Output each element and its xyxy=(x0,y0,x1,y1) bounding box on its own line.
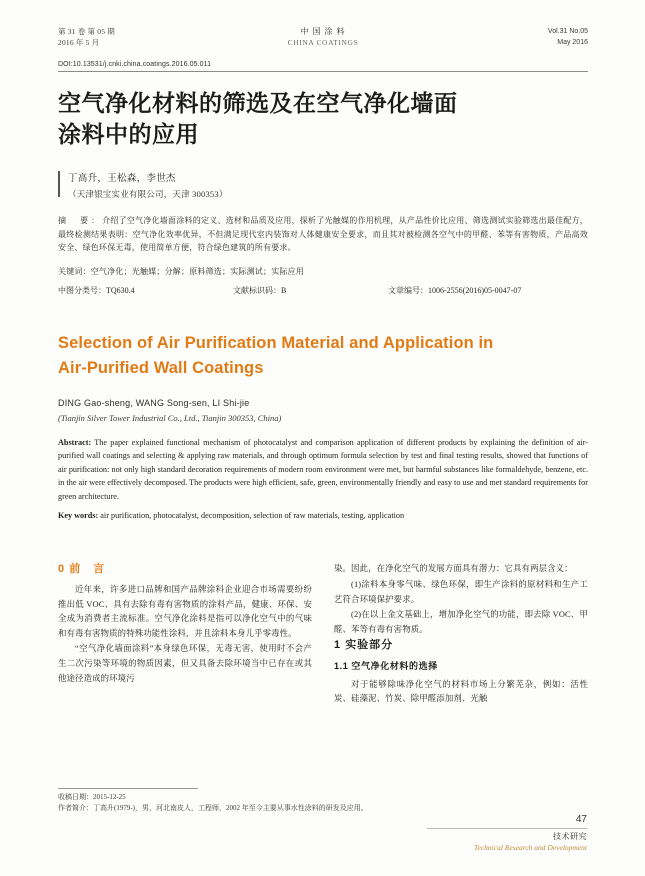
section-number-0: 0 xyxy=(58,563,66,576)
page-number: 47 xyxy=(575,814,587,825)
title-en-line2: Air-Purified Wall Coatings xyxy=(58,358,264,377)
document-code-label: 文献标识码： xyxy=(233,285,281,295)
authors-en: DING Gao-sheng, WANG Song-sen, LI Shi-jie xyxy=(58,397,250,408)
clc-value: TQ630.4 xyxy=(106,285,135,295)
doi-line: DOI:10.13531/j.cnki.china.coatings.2016.05.011 xyxy=(58,61,212,68)
document-code-value: B xyxy=(281,285,287,295)
section-number-1: 1 xyxy=(334,639,342,652)
subsection-heading-material-selection xyxy=(334,659,588,674)
title-cn-line1: 空气净化材料的筛选及在空气净化墙面 xyxy=(58,90,458,116)
body-columns xyxy=(58,562,588,707)
section-heading-experiment xyxy=(334,638,588,653)
paragraph: 对于能够除味净化空气的材料市场上分繁芜杂，例如：活性炭、硅藻泥、竹炭、除甲醛添加剂、光触 xyxy=(334,679,588,704)
clc-code xyxy=(58,285,135,296)
document-code xyxy=(233,285,286,296)
paragraph: (1)涂料本身零气味、绿色环保，即生产涂料的原材料和生产工艺符合环境保护要求。 xyxy=(334,580,588,604)
abstract-text-en: The paper explained functional mechanism of photocatalyst and comparison application of different products by explaining the definition of air-purified wall coatings and selecting & applying raw materials, and through optimum formula selection by test and final testing results, showed that functions of air purification: not only high standard decoration requirements of modern room environment were met, but harmful substances like formaldehyde, benzene, etc. in the air were effectively decomposed. The products were high efficient, safe, green, environmentally friendly and easy to use and met standard requirements for green architecture. xyxy=(58,437,588,501)
abstract-en xyxy=(58,436,588,504)
footnotes xyxy=(58,788,588,814)
running-head-center xyxy=(58,26,588,48)
footer-section-en: Technical Research and Development xyxy=(474,843,587,852)
article-number xyxy=(388,285,521,296)
section-title-1: 实验部分 xyxy=(345,639,394,652)
footer-section-cn: 技术研究 xyxy=(553,832,587,841)
title-en-line1: Selection of Air Purification Material and Application in xyxy=(58,333,494,352)
page-footer xyxy=(427,814,587,852)
footnote-divider xyxy=(58,788,198,789)
affiliation-en: (Tianjin Silver Tower Industrial Co., Ltd., Tianjin 300353, China) xyxy=(58,412,282,423)
article-number-label: 文章编号： xyxy=(388,285,428,295)
abstract-cn xyxy=(58,214,588,255)
footer-divider xyxy=(427,828,587,829)
issue-date-en: May 2016 xyxy=(557,39,588,46)
body-column-right xyxy=(334,562,588,707)
subsection-number-11: 1.1 xyxy=(334,661,349,672)
volume-issue-en: Vol.31 No.05 xyxy=(547,28,588,35)
received-date: 收稿日期：2015-12-25 xyxy=(58,793,126,801)
title-cn-line2: 涂料中的应用 xyxy=(58,121,199,147)
keywords-text-en: air purification, photocatalyst, decomposition, selection of raw materials, testing, application xyxy=(98,511,405,521)
abstract-label-en: Abstract: xyxy=(58,437,92,447)
paragraph: 近年来，许多进口品牌和国产品牌涂料企业迎合市场需要纷纷推出低 VOC、具有去除有毒有害物质的涂料产品，健康、环保、安全成为消费者主流标准。空气净化涂料是指可以净化空气中的气味和有毒有害物质的特殊功能性涂料，并且涂料本身儿乎零毒性。 xyxy=(58,585,312,638)
page-title-en xyxy=(58,331,588,381)
keywords-cn: 关键词：空气净化；光触媒；分解；原料筛选；实际测试；实际应用 xyxy=(58,266,304,276)
volume-issue: 第 31 卷 第 05 期 xyxy=(58,27,115,36)
affiliation-cn: （天津银宝实业有限公司，天津 300353） xyxy=(68,189,228,199)
running-head-right xyxy=(548,26,588,48)
article-number-value: 1006-2556(2016)05-0047-07 xyxy=(428,285,522,295)
journal-name-cn: 中 国 涂 料 xyxy=(300,27,346,36)
abstract-text-cn: 介绍了空气净化墙面涂料的定义、选材和品质及应用，探析了光触媒的作用机理，从产品性价比应用、筛选测试实验筛选出最佳配方，最终检测结果表明：空气净化效率优异，不但满足现代室内装饰对人体健康安全要求，而且其对被检测各空气中的甲醛、苯等有害物质，产品高效安全、绿色环保无毒，使用简单方便，符合绿色建筑的所有要求。 xyxy=(58,216,589,252)
keywords-en xyxy=(58,509,588,522)
paragraph: “空气净化墙面涂料”本身绿色环保，无毒无害，使用时不会产生二次污染等环境的物质因素，但又具备去除环境当中已存在或其他途径造成的环境污 xyxy=(58,644,312,683)
issue-date: 2016 年 5 月 xyxy=(58,38,100,47)
body-column-left xyxy=(58,562,312,707)
paragraph: 染。因此，在净化空气的发展方面具有潜力：它具有两层含义： xyxy=(334,564,573,574)
journal-name-en: CHINA COATINGS xyxy=(287,38,359,47)
classification-codes xyxy=(58,285,588,297)
author-block-cn xyxy=(58,170,588,200)
page-content xyxy=(58,26,588,708)
section-title-0: 前 言 xyxy=(69,563,106,576)
paragraph: (2)在以上金文基础上，增加净化空气的功能，即去除 VOC、甲醛、苯等有毒有害物质。 xyxy=(334,610,588,634)
header-divider xyxy=(58,71,588,72)
subsection-title-11: 空气净化材料的选择 xyxy=(351,661,438,672)
keywords-label-en: Key words: xyxy=(58,511,99,521)
abstract-label-cn: 摘 要： xyxy=(58,216,103,225)
section-heading-introduction xyxy=(58,562,312,577)
page-title-cn xyxy=(58,88,588,150)
running-head xyxy=(58,26,588,60)
authors-cn: 丁高升，王松森，李世杰 xyxy=(68,174,176,184)
clc-label: 中图分类号： xyxy=(58,285,106,295)
author-bio: 作者简介：丁高升(1979-)，男，河北南皮人，工程师，2002 年至今主要从事水性涂料的研发及应用。 xyxy=(58,804,368,812)
